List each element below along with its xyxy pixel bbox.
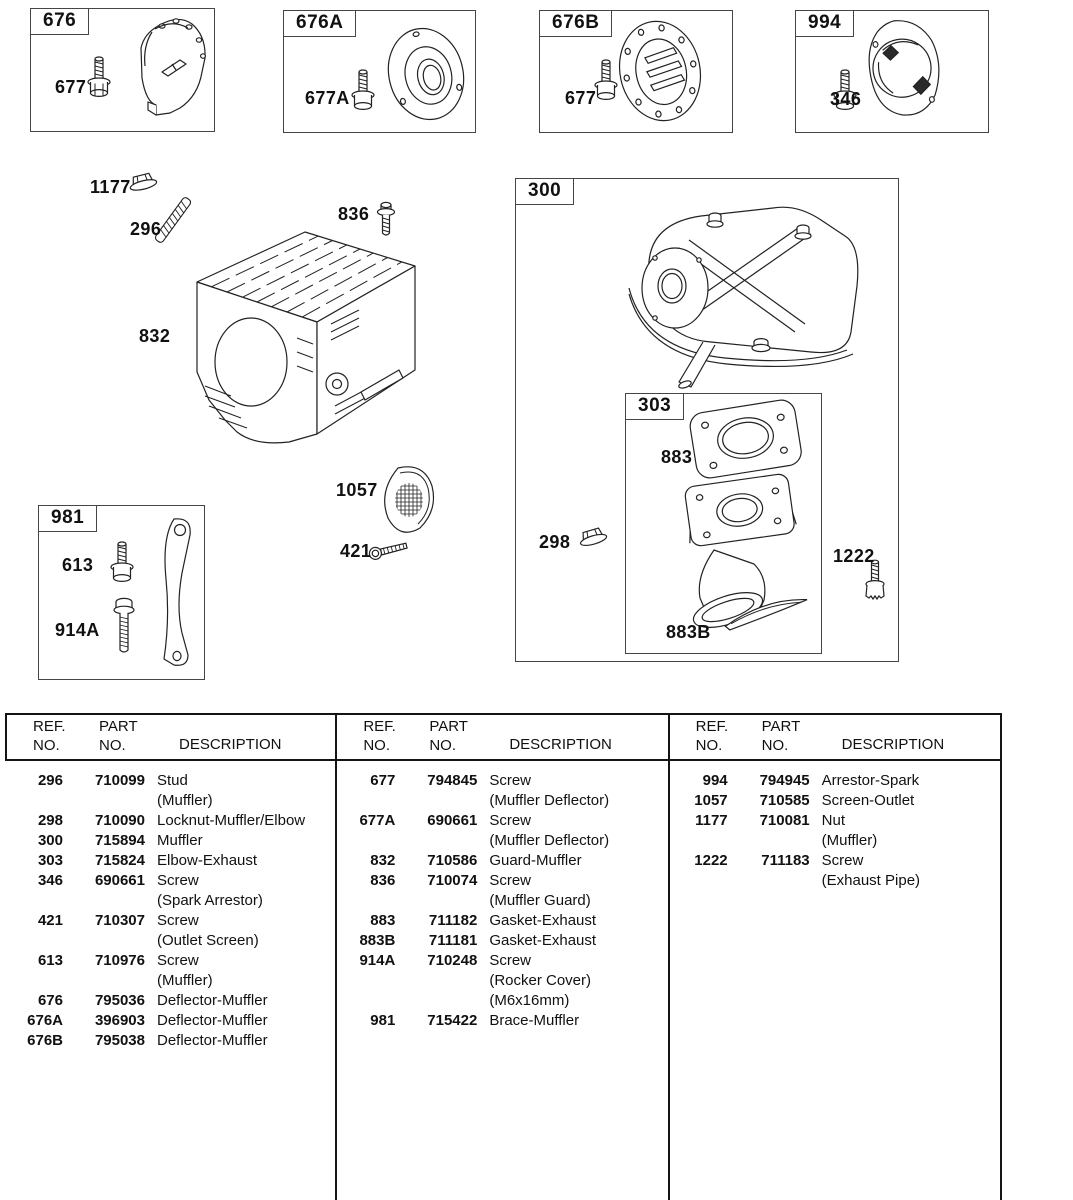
part-no bbox=[395, 971, 477, 991]
part-no: 710081 bbox=[759, 812, 810, 829]
callout-677-b: 677 bbox=[565, 88, 597, 108]
part-no: 795038 bbox=[94, 1032, 145, 1049]
description: Deflector-Muffler bbox=[157, 1032, 268, 1049]
ref-no bbox=[5, 971, 63, 991]
header-description: DESCRIPTION bbox=[509, 736, 612, 753]
description: (Outlet Screen) bbox=[157, 932, 259, 949]
part-no: 710248 bbox=[427, 952, 478, 969]
ref-no: 883 bbox=[370, 912, 396, 929]
description: Screen-Outlet bbox=[821, 792, 915, 809]
parts-list-body bbox=[5, 761, 335, 1051]
ref-no bbox=[337, 891, 395, 911]
spark-arrestor-994-drawing bbox=[860, 14, 946, 122]
description: Screw bbox=[157, 872, 199, 889]
description: Nut bbox=[821, 812, 845, 829]
parts-table-row bbox=[5, 851, 335, 871]
description: Gasket-Exhaust bbox=[489, 912, 597, 929]
header-ref-no: REF. NO. bbox=[695, 718, 729, 754]
parts-table-row bbox=[337, 891, 667, 911]
parts-table-row bbox=[670, 831, 1000, 851]
callout-832: 832 bbox=[139, 326, 171, 346]
part-no: 710074 bbox=[427, 872, 478, 889]
parts-table-row bbox=[5, 911, 335, 931]
screw-677-icon bbox=[86, 55, 112, 99]
deflector-676-drawing bbox=[128, 14, 208, 120]
ref-no: 613 bbox=[37, 952, 63, 969]
part-no bbox=[395, 831, 477, 851]
description: Elbow-Exhaust bbox=[157, 852, 258, 869]
description: (Spark Arrestor) bbox=[157, 892, 263, 909]
ref-no: 346 bbox=[37, 872, 63, 889]
parts-table-column-3 bbox=[670, 715, 1002, 1200]
part-no bbox=[728, 831, 810, 851]
part-no bbox=[63, 791, 145, 811]
description: Guard-Muffler bbox=[489, 852, 582, 869]
ref-no bbox=[670, 871, 728, 891]
figure-tab-300: 300 bbox=[515, 178, 574, 205]
callout-836: 836 bbox=[338, 204, 370, 224]
screw-613-icon bbox=[108, 540, 136, 586]
description: Gasket-Exhaust bbox=[489, 932, 597, 949]
description: Screw bbox=[489, 952, 532, 969]
callout-296: 296 bbox=[130, 219, 162, 239]
part-no: 710976 bbox=[94, 952, 145, 969]
description: Screw bbox=[489, 872, 532, 889]
part-no: 711181 bbox=[428, 932, 478, 949]
parts-table-row bbox=[5, 991, 335, 1011]
deflector-676A-drawing bbox=[383, 22, 469, 126]
description: (Muffler Deflector) bbox=[489, 792, 610, 809]
muffler-guard-832-drawing bbox=[185, 222, 420, 450]
description: Stud bbox=[157, 772, 188, 789]
parts-table-row bbox=[337, 911, 667, 931]
table-header bbox=[670, 715, 1000, 761]
bolt-914A-icon bbox=[110, 596, 138, 658]
ref-no bbox=[337, 791, 395, 811]
part-no: 396903 bbox=[94, 1012, 145, 1029]
part-no: 794945 bbox=[759, 772, 810, 789]
deflector-676B-drawing bbox=[614, 16, 706, 126]
ref-no: 1177 bbox=[695, 812, 728, 829]
parts-table-row bbox=[337, 851, 667, 871]
parts-table-row bbox=[337, 771, 667, 791]
parts-table-row bbox=[670, 811, 1000, 831]
callout-677: 677 bbox=[55, 77, 87, 97]
ref-no: 300 bbox=[37, 832, 63, 849]
description: Screw bbox=[157, 952, 199, 969]
part-no bbox=[63, 971, 145, 991]
ref-no: 676 bbox=[37, 992, 63, 1009]
ref-no bbox=[337, 971, 395, 991]
figure-tab-676B: 676B bbox=[539, 10, 612, 37]
parts-table-row bbox=[670, 791, 1000, 811]
ref-no: 883B bbox=[359, 932, 396, 949]
description: (M6x16mm) bbox=[489, 992, 570, 1009]
ref-no bbox=[670, 831, 728, 851]
figure-tab-994: 994 bbox=[795, 10, 854, 37]
header-ref-no: REF. NO. bbox=[363, 718, 396, 754]
parts-table-column-2 bbox=[337, 715, 669, 1200]
ref-no bbox=[5, 931, 63, 951]
part-no: 795036 bbox=[94, 992, 145, 1009]
description: Locknut-Muffler/Elbow bbox=[157, 812, 306, 829]
ref-no: 994 bbox=[702, 772, 728, 789]
description: Screw bbox=[157, 912, 199, 929]
ref-no: 677A bbox=[359, 812, 396, 829]
part-no bbox=[395, 991, 477, 1011]
part-no: 710090 bbox=[94, 812, 145, 829]
header-ref-no: REF. NO. bbox=[33, 718, 66, 754]
ref-no: 296 bbox=[37, 772, 63, 789]
callout-883: 883 bbox=[661, 447, 693, 467]
parts-table-row bbox=[5, 971, 335, 991]
figure-tab-981: 981 bbox=[38, 505, 97, 532]
screw-677A-icon bbox=[350, 68, 376, 112]
ref-no: 303 bbox=[37, 852, 63, 869]
description: Screw bbox=[489, 812, 532, 829]
parts-table-row bbox=[5, 811, 335, 831]
description: Deflector-Muffler bbox=[157, 992, 268, 1009]
header-part-no: PART NO. bbox=[761, 718, 801, 754]
description: (Muffler) bbox=[157, 792, 213, 809]
callout-421: 421 bbox=[340, 541, 372, 561]
part-no: 710585 bbox=[759, 792, 810, 809]
description: Muffler bbox=[157, 832, 203, 849]
ref-no bbox=[5, 891, 63, 911]
description: Brace-Muffler bbox=[489, 1012, 580, 1029]
parts-table-row bbox=[5, 871, 335, 891]
part-no: 715894 bbox=[94, 832, 145, 849]
screw-421-icon bbox=[366, 538, 412, 562]
parts-table-row bbox=[337, 971, 667, 991]
outlet-screen-1057-drawing bbox=[376, 462, 440, 540]
callout-613: 613 bbox=[62, 555, 94, 575]
ref-no: 676A bbox=[27, 1012, 63, 1029]
parts-table-row bbox=[5, 1011, 335, 1031]
description: Screw bbox=[821, 852, 864, 869]
table-header bbox=[5, 715, 335, 761]
part-no: 711182 bbox=[428, 912, 478, 929]
part-no: 711183 bbox=[761, 852, 810, 869]
parts-table-row bbox=[5, 1031, 335, 1051]
parts-table-row bbox=[337, 991, 667, 1011]
description: (Muffler Guard) bbox=[489, 892, 591, 909]
ref-no: 298 bbox=[37, 812, 63, 829]
part-no bbox=[395, 791, 477, 811]
parts-table-row bbox=[670, 851, 1000, 871]
part-no: 710586 bbox=[427, 852, 478, 869]
description: (Rocker Cover) bbox=[489, 972, 592, 989]
callout-1057: 1057 bbox=[336, 480, 378, 500]
ref-no: 421 bbox=[37, 912, 63, 929]
parts-table-row bbox=[337, 1011, 667, 1031]
parts-list-body bbox=[337, 761, 667, 1031]
part-no: 715422 bbox=[427, 1012, 478, 1029]
callout-1222: 1222 bbox=[833, 546, 875, 566]
parts-table-row bbox=[670, 871, 1000, 891]
description: (Muffler) bbox=[157, 972, 213, 989]
table-header bbox=[337, 715, 667, 761]
description: Arrestor-Spark bbox=[821, 772, 920, 789]
description: (Muffler Deflector) bbox=[489, 832, 610, 849]
description: (Exhaust Pipe) bbox=[821, 872, 921, 889]
parts-table bbox=[5, 713, 1002, 1200]
callout-677A: 677A bbox=[305, 88, 350, 108]
parts-table-column-1 bbox=[5, 715, 337, 1200]
figure-tab-676A: 676A bbox=[283, 10, 356, 37]
part-no: 690661 bbox=[427, 812, 478, 829]
muffler-300-drawing bbox=[615, 190, 873, 398]
part-no bbox=[63, 891, 145, 911]
header-part-no: PART NO. bbox=[429, 718, 468, 754]
description: Screw bbox=[489, 772, 532, 789]
header-description: DESCRIPTION bbox=[179, 736, 282, 753]
part-no: 715824 bbox=[94, 852, 145, 869]
parts-list-body bbox=[670, 761, 1000, 891]
callout-883B: 883B bbox=[666, 622, 711, 642]
ref-no: 836 bbox=[370, 872, 396, 889]
parts-table-row bbox=[5, 891, 335, 911]
callout-298: 298 bbox=[539, 532, 571, 552]
parts-table-row bbox=[337, 831, 667, 851]
figure-tab-676: 676 bbox=[30, 8, 89, 35]
ref-no: 1057 bbox=[694, 792, 728, 809]
part-no: 690661 bbox=[94, 872, 145, 889]
ref-no: 676B bbox=[27, 1032, 63, 1049]
part-no: 710307 bbox=[94, 912, 145, 929]
locknut-298-icon bbox=[574, 524, 612, 552]
callout-1177: 1177 bbox=[90, 177, 131, 197]
ref-no: 981 bbox=[370, 1012, 396, 1029]
ref-no bbox=[337, 991, 395, 1011]
parts-table-row bbox=[5, 771, 335, 791]
ref-no: 1222 bbox=[694, 852, 728, 869]
parts-table-row bbox=[337, 811, 667, 831]
ref-no: 677 bbox=[370, 772, 396, 789]
parts-table-row bbox=[5, 791, 335, 811]
parts-table-row bbox=[5, 931, 335, 951]
callout-914A: 914A bbox=[55, 620, 100, 640]
brace-981-drawing bbox=[150, 515, 198, 673]
parts-table-row bbox=[5, 951, 335, 971]
callout-346: 346 bbox=[830, 89, 862, 109]
part-no bbox=[63, 931, 145, 951]
ref-no bbox=[5, 791, 63, 811]
part-no: 710099 bbox=[94, 772, 145, 789]
parts-table-row bbox=[337, 871, 667, 891]
parts-table-row bbox=[337, 931, 667, 951]
part-no bbox=[728, 871, 810, 891]
ref-no: 914A bbox=[359, 952, 396, 969]
parts-table-row bbox=[670, 771, 1000, 791]
description: Deflector-Muffler bbox=[157, 1012, 268, 1029]
header-description: DESCRIPTION bbox=[841, 736, 945, 753]
part-no bbox=[395, 891, 477, 911]
parts-table-row bbox=[5, 831, 335, 851]
part-no: 794845 bbox=[427, 772, 478, 789]
parts-table-row bbox=[337, 791, 667, 811]
ref-no bbox=[337, 831, 395, 851]
description: (Muffler) bbox=[821, 832, 878, 849]
figure-tab-303: 303 bbox=[625, 393, 684, 420]
parts-table-row bbox=[337, 951, 667, 971]
gasket-883B-drawing bbox=[716, 590, 816, 632]
header-part-no: PART NO. bbox=[99, 718, 138, 754]
ref-no: 832 bbox=[370, 852, 396, 869]
